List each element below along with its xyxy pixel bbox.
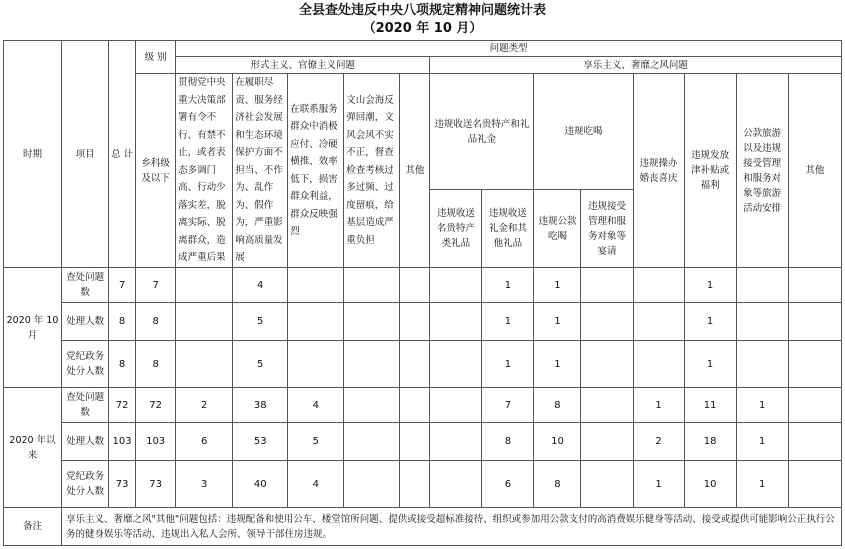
value-cell-h4: 1 [684,268,736,303]
value-cell-h2a: 8 [534,388,581,423]
value-cell-total: 72 [109,388,136,423]
value-cell-h1b: 1 [482,341,534,388]
table-row [4,388,842,423]
value-cell-h4: 10 [684,461,736,508]
header-hedonism: 享乐主义、奢靡之风问题 [430,57,842,74]
value-cell-f-other [400,303,430,341]
value-cell-h1b: 1 [482,303,534,341]
value-cell-h1b: 8 [482,423,534,461]
value-cell-total: 8 [109,341,136,388]
value-cell-h1a [430,388,482,423]
value-cell-h2a: 1 [534,268,581,303]
period-cell: 2020 年以来 [4,388,62,508]
value-cell-f4 [344,341,400,388]
item-cell: 查处问题数 [62,268,109,303]
value-cell-f2: 40 [233,461,288,508]
value-cell-township: 72 [136,388,176,423]
value-cell-f1: 6 [176,423,233,461]
value-cell-f2: 5 [233,303,288,341]
value-cell-h1a [430,341,482,388]
value-cell-f-other [400,461,430,508]
value-cell-f2: 5 [233,341,288,388]
table-row [4,461,842,508]
period-cell: 2020 年 10 月 [4,268,62,388]
value-cell-f2: 38 [233,388,288,423]
value-cell-f4 [344,388,400,423]
value-cell-h-other [788,303,841,341]
value-cell-f1: 3 [176,461,233,508]
value-cell-h2a: 10 [534,423,581,461]
value-cell-f4 [344,461,400,508]
header-gifts-cash: 违规收送礼金和其他礼品 [482,190,534,268]
table-row [4,268,842,303]
value-cell-h4: 18 [684,423,736,461]
header-period: 时期 [4,41,62,268]
value-cell-total: 103 [109,423,136,461]
header-allowances: 违规发放津补贴或福利 [684,74,736,268]
value-cell-h4: 1 [684,341,736,388]
header-level: 级 别 [136,41,176,74]
value-cell-h3 [633,341,684,388]
value-cell-h-other [788,461,841,508]
value-cell-f-other [400,341,430,388]
value-cell-township: 8 [136,341,176,388]
value-cell-township: 7 [136,268,176,303]
value-cell-h1b: 6 [482,461,534,508]
value-cell-township: 103 [136,423,176,461]
value-cell-h3: 2 [633,423,684,461]
value-cell-f1 [176,341,233,388]
header-formalism: 形式主义、官僚主义问题 [176,57,430,74]
header-gifts-specialty: 违规收送名贵特产类礼品 [430,190,482,268]
value-cell-h1a [430,303,482,341]
item-cell: 查处问题数 [62,388,109,423]
value-cell-f4 [344,423,400,461]
value-cell-f-other [400,268,430,303]
item-cell: 处理人数 [62,423,109,461]
value-cell-f1 [176,268,233,303]
table-row [4,423,842,461]
value-cell-h-other [788,268,841,303]
value-cell-h1b: 1 [482,268,534,303]
header-weddings-funerals: 违规操办婚丧喜庆 [633,74,684,268]
header-problem-type: 问题类型 [176,41,842,57]
value-cell-total: 8 [109,303,136,341]
value-cell-f3 [288,341,344,388]
value-cell-f4 [344,303,400,341]
table-subtitle: （2020 年 10 月） [362,21,483,36]
value-cell-h-other [788,341,841,388]
header-item: 项目 [62,41,109,268]
header-township: 乡科级及以下 [136,74,176,268]
value-cell-h2b [581,461,633,508]
value-cell-h2a: 8 [534,461,581,508]
value-cell-h4: 11 [684,388,736,423]
value-cell-h5: 1 [736,388,788,423]
header-total: 总 计 [109,41,136,268]
item-cell: 党纪政务处分人数 [62,341,109,388]
value-cell-h1a [430,268,482,303]
value-cell-h5: 1 [736,461,788,508]
header-gifts: 违规收送名贵特产和礼品礼金 [430,74,534,190]
value-cell-h5 [736,341,788,388]
value-cell-h3: 1 [633,461,684,508]
value-cell-h1b: 7 [482,388,534,423]
table-title: 全县查处违反中央八项规定精神问题统计表 [298,3,546,18]
value-cell-h1a [430,423,482,461]
value-cell-h1a [430,461,482,508]
header-formalism-2: 在履职尽责、服务经济社会发展和生态环境保护方面不担当、不作为、乱作为、假作为，严重影响高质量发展 [233,74,288,268]
value-cell-township: 8 [136,303,176,341]
value-cell-h2b [581,341,633,388]
header-formalism-1: 贯彻党中央重大决策部署有令不行、有禁不止，或者表态多调门高、行动少落实差，脱离实际、脱离群众，造成严重后果 [176,74,233,268]
statistics-table [3,40,842,546]
value-cell-f3 [288,268,344,303]
value-cell-h5: 1 [736,423,788,461]
value-cell-f3: 4 [288,461,344,508]
value-cell-h5 [736,303,788,341]
value-cell-total: 73 [109,461,136,508]
value-cell-f-other [400,388,430,423]
value-cell-h-other [788,388,841,423]
table-row [4,303,842,341]
table-row [4,341,842,388]
value-cell-f4 [344,268,400,303]
header-tourism: 公款旅游以及违规接受管理和服务对象等旅游活动安排 [736,74,788,268]
value-cell-h2b [581,423,633,461]
value-cell-h2b [581,268,633,303]
value-cell-f3: 5 [288,423,344,461]
value-cell-h2b [581,303,633,341]
value-cell-township: 73 [136,461,176,508]
value-cell-h3: 1 [633,388,684,423]
value-cell-f3 [288,303,344,341]
value-cell-h-other [788,423,841,461]
value-cell-f2: 53 [233,423,288,461]
value-cell-h2b [581,388,633,423]
header-hedonism-other: 其他 [788,74,841,268]
value-cell-h4: 1 [684,303,736,341]
header-dining: 违规吃喝 [534,74,633,190]
value-cell-f-other [400,423,430,461]
value-cell-f1: 2 [176,388,233,423]
header-formalism-4: 文山会海反弹回潮，文风会风不实不正，督查检查考核过多过频、过度留痕，给基层造成严重负担 [344,74,400,268]
item-cell: 党纪政务处分人数 [62,461,109,508]
header-dining-banquet: 违规接受管理和服务对象等宴请 [581,190,633,268]
item-cell: 处理人数 [62,303,109,341]
header-formalism-other: 其他 [400,74,430,268]
note-label: 备注 [4,508,62,546]
note-text: 享乐主义、奢靡之风"其他"问题包括：违规配备和使用公车、楼堂馆所问题、提供或接受超标准接待、组织或参加用公款支付的高消费娱乐健身等活动、接受或提供可能影响公正执行公务的健身娱乐等活动、违规出入私人会所、领导干部住房违规。 [62,508,842,546]
value-cell-h2a: 1 [534,341,581,388]
value-cell-h3 [633,303,684,341]
header-formalism-3: 在联系服务群众中消极应付、冷硬横推、效率低下，损害群众利益，群众反映强烈 [288,74,344,268]
value-cell-f3: 4 [288,388,344,423]
value-cell-f1 [176,303,233,341]
value-cell-h2a: 1 [534,303,581,341]
value-cell-h5 [736,268,788,303]
header-dining-public: 违规公款吃喝 [534,190,581,268]
value-cell-h3 [633,268,684,303]
value-cell-f2: 4 [233,268,288,303]
value-cell-total: 7 [109,268,136,303]
